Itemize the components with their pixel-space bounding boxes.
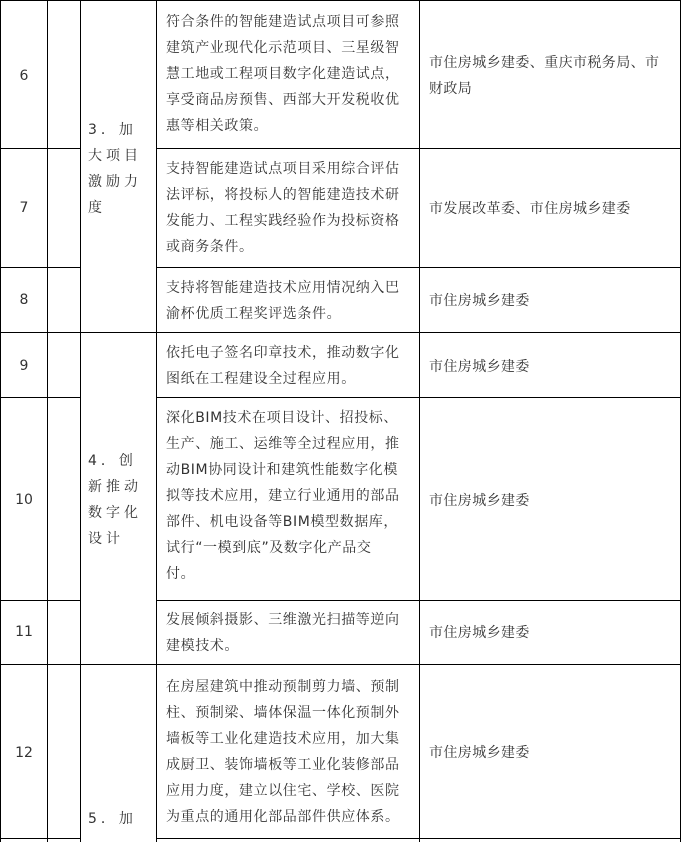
- row-content: [166, 275, 416, 327]
- row-content: [166, 405, 416, 587]
- row-number: 12: [15, 745, 33, 761]
- org-line: 市住房城乡建委: [429, 745, 530, 761]
- category-label: [88, 448, 150, 552]
- responsible-org: [429, 740, 674, 766]
- category-line: 度: [88, 200, 106, 216]
- row-number: 10: [15, 492, 33, 508]
- content-line: 渝杯优质工程奖评选条件。: [166, 306, 342, 322]
- row-rule: [0, 838, 80, 839]
- category-line: 大项目: [88, 148, 142, 164]
- content-line: 符合条件的智能建造试点项目可参照: [166, 14, 400, 30]
- responsible-org: [429, 288, 674, 314]
- content-line: 墙板等工业化建造技术应用，加大集: [166, 731, 400, 747]
- content-line: 依托电子签名印章技术，推动数字化: [166, 345, 400, 361]
- content-line: 生产、施工、运维等全过程应用，推: [166, 436, 400, 452]
- row-content: [166, 9, 416, 139]
- category-label: [88, 806, 150, 832]
- content-line: 建模技术。: [166, 638, 239, 654]
- content-line: 法评标，将投标人的智能建造技术研: [166, 187, 400, 203]
- content-line: 动BIM协同设计和建筑性能数字化模: [166, 462, 399, 478]
- content-line: 付。: [166, 566, 196, 582]
- responsible-org: [429, 354, 674, 380]
- org-line: 市住房城乡建委: [429, 359, 530, 375]
- content-line: 成厨卫、装饰墙板等工业化装修部品: [166, 757, 400, 773]
- category-line: 新推动: [88, 479, 142, 495]
- org-line: 市住房城乡建委: [429, 293, 530, 309]
- row-number: 9: [19, 358, 29, 374]
- content-line: 慧工地或工程项目数字化建造试点，: [166, 66, 400, 82]
- content-line: 发能力、工程实践经验作为投标资格: [166, 213, 400, 229]
- col-rule: [47, 0, 48, 842]
- col-rule: [0, 0, 1, 842]
- content-line: 发展倾斜摄影、三维激光扫描等逆向: [166, 612, 400, 628]
- content-line: 支持将智能建造技术应用情况纳入巴: [166, 280, 400, 296]
- row-rule: [0, 332, 681, 333]
- row-rule: [0, 148, 80, 149]
- content-line: 拟等技术应用，建立行业通用的部品: [166, 488, 400, 504]
- row-number: 7: [19, 200, 29, 216]
- row-content: [166, 340, 416, 392]
- content-line: 深化BIM技术在项目设计、招投标、: [166, 410, 399, 426]
- category-line: 4．创: [88, 453, 137, 469]
- content-line: 惠等相关政策。: [166, 118, 269, 134]
- row-rule: [0, 664, 681, 665]
- content-line: 部件、机电设备等BIM模型数据库，: [166, 514, 399, 530]
- category-line: 数字化: [88, 505, 142, 521]
- row-rule: [0, 0, 681, 1]
- content-line: 享受商品房预售、西部大开发税收优: [166, 92, 400, 108]
- col-rule: [419, 0, 420, 842]
- content-line: 建筑产业现代化示范项目、三星级智: [166, 40, 400, 56]
- row-content: [166, 674, 416, 830]
- col-rule: [80, 0, 81, 842]
- row-number: 11: [15, 624, 33, 640]
- org-line: 市住房城乡建委、重庆市税务局、市: [429, 55, 660, 71]
- responsible-org: [429, 620, 674, 646]
- category-line: 激励力: [88, 174, 142, 190]
- responsible-org: [429, 50, 674, 102]
- org-line: 市住房城乡建委: [429, 625, 530, 641]
- content-line: 支持智能建造试点项目采用综合评估: [166, 161, 400, 177]
- responsible-org: [429, 196, 674, 222]
- org-line: 市发展改革委、市住房城乡建委: [429, 201, 631, 217]
- row-rule: [0, 267, 80, 268]
- content-line: 试行“一模到底”及数字化产品交: [166, 540, 372, 556]
- content-line: 为重点的通用化部品部件供应体系。: [166, 809, 400, 825]
- responsible-org: [429, 488, 674, 514]
- category-label: [88, 117, 150, 221]
- content-line: 在房屋建筑中推动预制剪力墙、预制: [166, 679, 400, 695]
- content-line: 或商务条件。: [166, 239, 254, 255]
- row-rule: [0, 397, 80, 398]
- row-content: [166, 156, 416, 260]
- content-line: 图纸在工程建设全过程应用。: [166, 371, 356, 387]
- org-line: 财政局: [429, 81, 473, 97]
- org-line: 市住房城乡建委: [429, 493, 530, 509]
- row-number: 6: [19, 68, 29, 84]
- category-line: 设计: [88, 531, 124, 547]
- row-content: [166, 607, 416, 659]
- col-rule: [156, 0, 157, 842]
- category-line: 5．加: [88, 811, 137, 827]
- row-rule: [0, 600, 80, 601]
- category-line: 3．加: [88, 122, 137, 138]
- content-line: 柱、预制梁、墙体保温一体化预制外: [166, 705, 400, 721]
- content-line: 应用力度，建立以住宅、学校、医院: [166, 783, 400, 799]
- row-number: 8: [19, 292, 29, 308]
